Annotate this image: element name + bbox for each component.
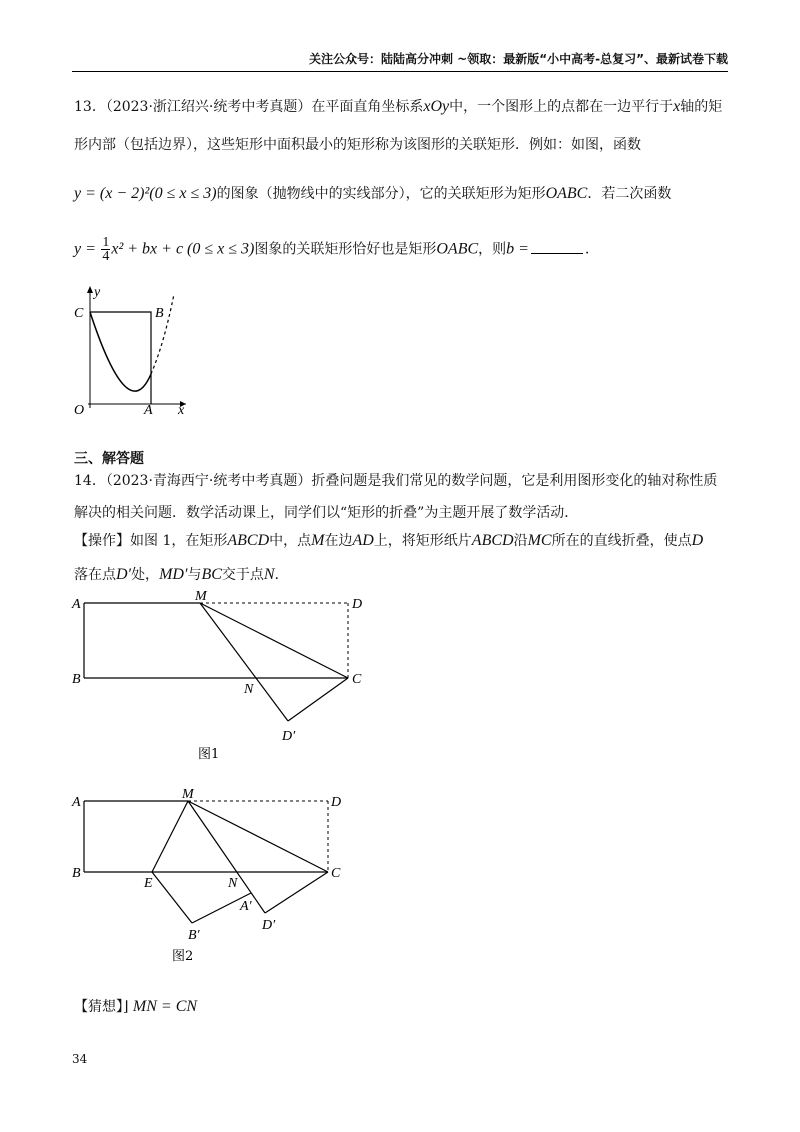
q14-line-3 — [74, 530, 703, 550]
y-axis-arrow — [87, 286, 93, 293]
q14-text: 落在点 — [74, 567, 116, 583]
q14-text: ． — [274, 567, 289, 583]
header-rule — [72, 71, 728, 72]
label-y: y — [94, 285, 101, 300]
q13-number: 13． — [74, 99, 106, 115]
page-number: 34 — [72, 1052, 88, 1066]
label-d-prime: D′ — [282, 729, 296, 744]
fraction-denominator: 4 — [102, 249, 110, 264]
label-d: D — [331, 795, 342, 810]
q14-line-1 — [74, 470, 717, 490]
q13-text: ，则 — [478, 241, 507, 258]
q13-b: b = — [506, 240, 529, 258]
q13-text: ．若二次函数 — [587, 186, 672, 202]
q13-line-2: 形内部（包括边界），这些矩形中面积最小的矩形称为该图形的关联矩形．例如：如图，函数 — [74, 137, 641, 153]
q13-y: y = — [74, 240, 96, 258]
fraction-one-quarter — [101, 236, 110, 263]
label-c: C — [331, 866, 341, 881]
q13-line-1 — [74, 96, 722, 116]
q14-var: AD — [352, 532, 374, 549]
q14-text: 沿 — [513, 533, 528, 549]
q13-text: 在平面直角坐标系 — [311, 99, 424, 115]
q14-var: M — [311, 532, 325, 549]
label-x: x — [178, 403, 185, 418]
rectangle-oabc — [90, 312, 151, 404]
label-a: A — [144, 403, 153, 418]
guess-formula: MN = CN — [132, 998, 198, 1015]
label-a: A — [72, 597, 81, 612]
fraction-numerator: 1 — [102, 235, 110, 250]
q14-var: MC — [527, 532, 552, 549]
q13-text: ． — [584, 241, 599, 258]
segment-e-b-prime — [152, 872, 192, 923]
q14-line-2: 解决的相关问题．数学活动课上，同学们以“矩形的折叠”为主题开展了数学活动． — [74, 505, 579, 521]
label-b: B — [72, 866, 81, 881]
q14-guess — [74, 996, 197, 1016]
guess-tag: 【猜想】 — [74, 999, 123, 1015]
q14-text: 上，将矩形纸片 — [373, 533, 472, 549]
segment-d-prime-c — [265, 872, 328, 913]
figure-2 — [60, 786, 380, 966]
segment-d-prime-c — [288, 678, 348, 721]
fold-line-mc — [188, 801, 328, 872]
q14-var: ABCD — [227, 532, 270, 549]
q13-text: 的图象（抛物线中的实线部分），它的关联矩形为矩形 — [216, 186, 546, 202]
q13-text: 图象的关联矩形恰好也是矩形 — [254, 241, 437, 258]
q13-rect-name: OABC — [436, 240, 479, 258]
q13-source: （2023·浙江绍兴·统考中考真题） — [105, 99, 312, 115]
q14-text: 所在的直线折叠，使点 — [551, 533, 692, 549]
figure-2-caption: 图2 — [172, 949, 194, 964]
label-n: N — [228, 876, 238, 891]
q13-text: 中，一个图形上的点都在一边平行于 — [449, 99, 674, 115]
segment-md-prime — [200, 603, 288, 721]
q14-var: D — [691, 532, 704, 549]
label-a-prime: A′ — [240, 899, 252, 914]
q13-rect-name: OABC — [545, 185, 588, 202]
q14-var: N — [263, 566, 275, 583]
label-o: O — [74, 403, 85, 418]
label-b-prime: B′ — [188, 928, 200, 943]
q13-line-3 — [74, 183, 671, 203]
q13-function-formula: y = (x − 2)²(0 ≤ x ≤ 3) — [74, 185, 217, 202]
q14-var: MD′ — [159, 566, 188, 583]
q14-text: 中，点 — [269, 533, 312, 549]
parabola-solid — [90, 312, 151, 391]
label-n: N — [244, 682, 254, 697]
q13-parabola-figure — [60, 280, 200, 420]
q13-line-4 — [74, 236, 599, 263]
q14-text: 交于点 — [221, 567, 264, 583]
answer-blank[interactable] — [531, 239, 583, 254]
label-m: M — [195, 589, 207, 604]
label-a: A — [72, 795, 81, 810]
q14-var: BC — [201, 566, 222, 583]
fold-line-mc — [200, 603, 348, 678]
section-title: 三、解答题 — [74, 451, 144, 467]
q14-text: 折叠问题是我们常见的数学问题，它是利用图形变化的轴对称性质 — [311, 473, 718, 489]
q14-var: ABCD — [471, 532, 514, 549]
q14-text: 在边 — [324, 533, 353, 549]
q13-quadratic: x² + bx + c (0 ≤ x ≤ 3) — [111, 240, 255, 258]
page-header: 关注公众号：陆陆高分冲刺 ~领取：最新版“小中高考-总复习”、最新试卷下载 — [309, 52, 728, 66]
q14-text: 处， — [131, 567, 160, 583]
label-c: C — [74, 306, 84, 321]
label-d-prime: D′ — [262, 918, 276, 933]
label-c: C — [352, 672, 362, 687]
figure-1-caption: 图1 — [198, 747, 220, 762]
q14-text: 与 — [187, 567, 202, 583]
operation-tag: 【操作】 — [74, 533, 130, 549]
fold-line-me — [152, 801, 188, 872]
q14-var: D′ — [116, 566, 132, 583]
label-b: B — [72, 672, 81, 687]
q14-text: 如图 1，在矩形 — [130, 533, 228, 549]
label-b: B — [155, 306, 164, 321]
q14-source: （2023·青海西宁·统考中考真题） — [105, 473, 312, 489]
guess-mark: ⌋ — [123, 999, 129, 1015]
q13-var-x: x — [673, 98, 681, 115]
q13-text: 轴的矩 — [680, 99, 723, 115]
segment-md-prime — [188, 801, 265, 913]
label-m: M — [182, 787, 194, 802]
label-e: E — [144, 876, 153, 891]
label-d: D — [352, 597, 363, 612]
q14-number: 14． — [74, 473, 106, 489]
q14-line-4 — [74, 564, 289, 584]
q13-var-xoy: xOy — [423, 98, 450, 115]
figure-1 — [60, 588, 380, 768]
